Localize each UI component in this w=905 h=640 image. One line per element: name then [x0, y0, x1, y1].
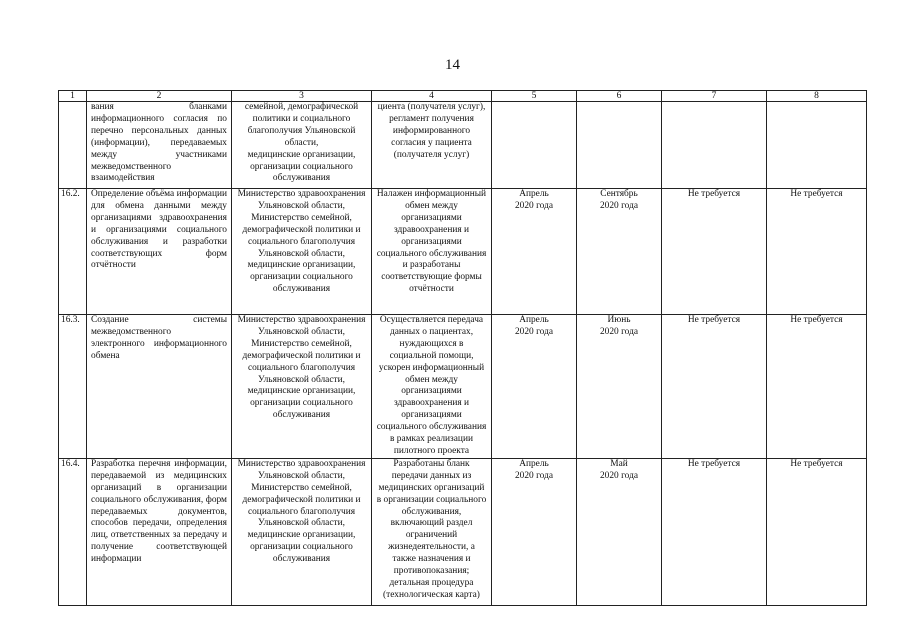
column-7-value: Не требуется [662, 189, 767, 315]
expected-result: Налажен информационный обмен между организациями здравоохранения и организациями социального обслуживания и разработаны соответствующие формы отчётности [372, 189, 492, 315]
row-number: 16.4. [59, 458, 87, 605]
measure-name: Разработка перечня информации, передаваемой из медицинских организаций в организации социального обслуживания, форм передаваемых документов, способов передачи, определения лиц, ответственных за передачу и получение соответствующей информации [87, 458, 232, 605]
executors: Министерство здравоохранения Ульяновской области, Министерство семейной, демографической политики и социального благополучия Ульяновской области, медицинские организации, организации социального обслуживания [232, 458, 372, 605]
executors: Министерство здравоохранения Ульяновской области, Министерство семейной, демографической политики и социального благополучия Ульяновской области, медицинские организации, организации социального обслуживания [232, 315, 372, 459]
column-8-value: Не требуется [767, 458, 867, 605]
column-8-value [767, 102, 867, 189]
row-number: 16.3. [59, 315, 87, 459]
measure-name: Определение объёма информации для обмена данными между организациями здравоохранения и организациями социального обслуживания и разработки соответствующих форм отчётности [87, 189, 232, 315]
column-header: 3 [232, 91, 372, 102]
plan-table [58, 90, 867, 606]
measure-name: вания бланками информационного согласия по перечно персональных данных (информации), передаваемых между участниками межведомственного взаимодействия [87, 102, 232, 189]
column-7-value [662, 102, 767, 189]
column-header: 7 [662, 91, 767, 102]
header-row [59, 91, 867, 102]
table-row [59, 458, 867, 605]
table-row [59, 315, 867, 459]
end-date [577, 102, 662, 189]
start-date: Апрель 2020 года [492, 315, 577, 459]
column-header: 5 [492, 91, 577, 102]
column-header: 2 [87, 91, 232, 102]
measure-name: Создание системы межведомственного электронного информационного обмена [87, 315, 232, 459]
column-8-value: Не требуется [767, 189, 867, 315]
executors: семейной, демографической политики и социального благополучия Ульяновской области, медицинские организации, организации социального обслуживания [232, 102, 372, 189]
expected-result: Осуществляется передача данных о пациентах, нуждающихся в социальной помощи, ускорен информационный обмен между организациями здравоохранения и организациями социального обслуживания в рамках реализации пилотного проекта [372, 315, 492, 459]
expected-result: циента (получателя услуг), регламент получения информированного согласия у пациента (получателя услуг) [372, 102, 492, 189]
end-date: Сентябрь 2020 года [577, 189, 662, 315]
end-date: Июнь 2020 года [577, 315, 662, 459]
column-header: 1 [59, 91, 87, 102]
column-header: 8 [767, 91, 867, 102]
expected-result: Разработаны бланк передачи данных из медицинских организаций в организации социального обслуживания, включающий раздел ограничений жизнедеятельности, а также назначения и противопоказания; детальная процедура (технологическая карта) [372, 458, 492, 605]
column-header: 6 [577, 91, 662, 102]
row-number [59, 102, 87, 189]
start-date [492, 102, 577, 189]
page-number: 14 [445, 57, 460, 73]
executors: Министерство здравоохранения Ульяновской области, Министерство семейной, демографической политики и социального благополучия Ульяновской области, медицинские организации, организации социального обслуживания [232, 189, 372, 315]
start-date: Апрель 2020 года [492, 189, 577, 315]
table-row [59, 189, 867, 315]
row-number: 16.2. [59, 189, 87, 315]
table-row [59, 102, 867, 189]
end-date: Май 2020 года [577, 458, 662, 605]
column-7-value: Не требуется [662, 458, 767, 605]
column-8-value: Не требуется [767, 315, 867, 459]
column-7-value: Не требуется [662, 315, 767, 459]
start-date: Апрель 2020 года [492, 458, 577, 605]
column-header: 4 [372, 91, 492, 102]
